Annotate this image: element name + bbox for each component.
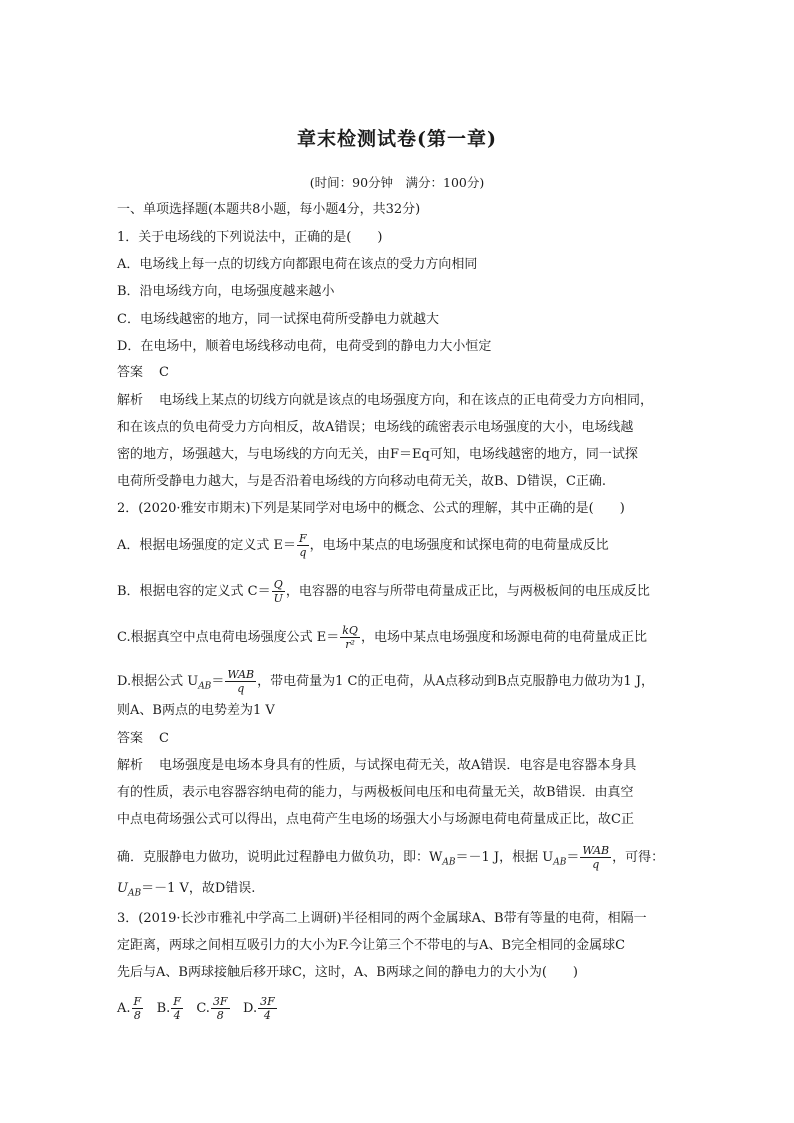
denominator: 4: [263, 1009, 271, 1022]
q3-option-d: [242, 995, 278, 1022]
subscript: AB: [127, 888, 142, 899]
q3-stem-line-2: 定距离，两球之间相互吸引力的大小为F.今让第三个不带电的与A、B完全相同的金属球C: [117, 938, 626, 953]
q2-analysis-line-3: 中点电荷场强公式可以得出，点电荷产生电场的场强大小与场源电荷电荷量成正比，故C正: [117, 812, 634, 827]
text: 确．克服静电力做功，说明此过程静电力做负功，即：W: [117, 850, 443, 865]
fraction: [225, 668, 256, 695]
q2-option-a: [117, 532, 679, 559]
q2-option-d: [117, 668, 679, 696]
text: C.根据真空中点电荷电场强度公式 E＝: [117, 630, 340, 645]
fraction: [580, 844, 611, 871]
fraction: [258, 995, 277, 1022]
denominator: 8: [133, 1009, 141, 1022]
denominator: 8: [216, 1009, 224, 1022]
text: A．根据电场强度的定义式 E＝: [117, 538, 297, 553]
q3-option-b: [156, 995, 184, 1022]
denominator: q: [237, 682, 245, 695]
denominator: U: [273, 592, 283, 605]
text: ＝－1 V，故D错误.: [141, 881, 256, 896]
numerator: F: [133, 995, 142, 1008]
q2-option-d-line-2: 则A、B两点的电势差为1 V: [117, 703, 275, 718]
q1-analysis-line-3: 密的地方，场强越大，与电场线的方向无关，由F＝Eq可知，电场线越密的地方，同一试探: [117, 447, 638, 462]
q1-option-c: C．电场线越密的地方，同一试探电荷所受静电力就越大: [117, 312, 439, 327]
analysis-text: 电场线上某点的切线方向就是该点的电场强度方向，和在该点的正电荷受力方向相同，: [159, 393, 654, 408]
q3-option-c: [196, 995, 230, 1022]
text: ，带电荷量为1 C的正电荷，从A点移动到B点克服静电力做功为1 J，: [257, 674, 655, 689]
q3-options: [117, 995, 679, 1022]
q1-analysis-line-4: 电荷所受静电力越大，与是否沿着电场线的方向移动电荷无关，故B、D错误，C正确.: [117, 474, 607, 489]
answer-label: 答案: [117, 731, 144, 746]
numerator: WAB: [582, 844, 610, 857]
fraction: [132, 995, 144, 1022]
analysis-label: 解析: [117, 758, 144, 773]
q1-option-d: D．在电场中，顺着电场线移动电荷，电荷受到的静电力大小恒定: [117, 339, 492, 354]
q1-answer: [117, 364, 679, 382]
answer-value: C: [159, 365, 169, 380]
q2-analysis-line-2: 有的性质，表示电容器容纳电荷的能力，与两极板间电压和电荷量无关，故B错误．由真空: [117, 785, 634, 800]
text: ，电场中某点电场强度和场源电荷的电荷量成正比: [360, 630, 647, 645]
text: D.根据公式 U: [117, 674, 199, 689]
numerator: 3F: [212, 995, 228, 1008]
analysis-text: 电场强度是电场本身具有的性质，与试探电荷无关，故A错误．电容是电容器本身具: [159, 758, 637, 773]
exam-meta: (时间：90分钟 满分：100分): [309, 175, 485, 190]
answer-label: 答案: [117, 365, 144, 380]
q2-answer: [117, 730, 679, 748]
subscript: AB: [553, 857, 567, 868]
q1-analysis-line-2: 和在该点的负电荷受力方向相反，故A错误；电场线的疏密表示电场强度的大小，电场线越: [117, 420, 634, 435]
text: ＝: [566, 850, 580, 865]
numerator: Q: [273, 578, 283, 591]
section-heading: 一、单项选择题(本题共8小题，每小题4分，共32分): [117, 202, 421, 217]
text: U: [117, 881, 128, 896]
analysis-label: 解析: [117, 393, 144, 408]
option-label: A.: [117, 1001, 131, 1016]
q2-analysis-line-1: [117, 757, 679, 775]
q2-option-b: [117, 578, 679, 605]
page-title: 章末检测试卷(第一章): [297, 128, 497, 150]
q2-stem: 2．(2020·雅安市期末)下列是某同学对电场中的概念、公式的理解，其中正确的是( ): [117, 501, 625, 516]
text: B．根据电容的定义式 C＝: [117, 584, 271, 599]
denominator: r²: [345, 638, 355, 651]
numerator: 3F: [260, 995, 275, 1008]
denominator: q: [299, 546, 307, 559]
text: ，可得：: [612, 850, 665, 865]
fraction: [272, 578, 285, 605]
fraction: [171, 995, 183, 1022]
q1-option-a: A．电场线上每一点的切线方向都跟电荷在该点的受力方向相同: [117, 257, 478, 272]
denominator: 4: [173, 1009, 181, 1022]
subscript: AB: [442, 857, 456, 868]
option-label: B.: [156, 1001, 171, 1016]
q3-stem-line-3: 先后与A、B两球接触后移开球C，这时，A、B两球之间的静电力的大小为( ): [117, 965, 578, 980]
numerator: WAB: [227, 668, 255, 681]
fraction: [340, 624, 360, 651]
denominator: q: [592, 858, 600, 871]
subscript: AB: [198, 681, 212, 692]
text: ＝－1 J，根据 U: [455, 850, 554, 865]
q2-option-c: [117, 624, 679, 651]
fraction: [211, 995, 230, 1022]
q2-analysis-line-5: [117, 880, 679, 903]
fraction: [297, 532, 309, 559]
q3-stem-line-1: 3．(2019·长沙市雅礼中学高二上调研)半径相同的两个金属球A、B带有等量的电荷，相隔一: [117, 911, 647, 926]
q1-analysis-line-1: [117, 392, 679, 410]
option-label: C.: [196, 1001, 210, 1016]
q1-stem: 1．关于电场线的下列说法中，正确的是( ): [117, 230, 383, 245]
text: ，电场中某点的电场强度和试探电荷的电荷量成反比: [309, 538, 609, 553]
text: ＝: [211, 674, 225, 689]
numerator: F: [299, 532, 307, 545]
answer-value: C: [159, 731, 169, 746]
numerator: kQ: [342, 624, 358, 637]
text: ，电容器的电容与所带电荷量成正比，与两极板间的电压成反比: [285, 584, 650, 599]
option-label: D.: [242, 1001, 258, 1016]
q3-option-a: [117, 995, 144, 1022]
q1-option-b: B．沿电场线方向，电场强度越来越小: [117, 284, 335, 299]
q2-analysis-line-4: [117, 844, 679, 872]
numerator: F: [173, 995, 181, 1008]
